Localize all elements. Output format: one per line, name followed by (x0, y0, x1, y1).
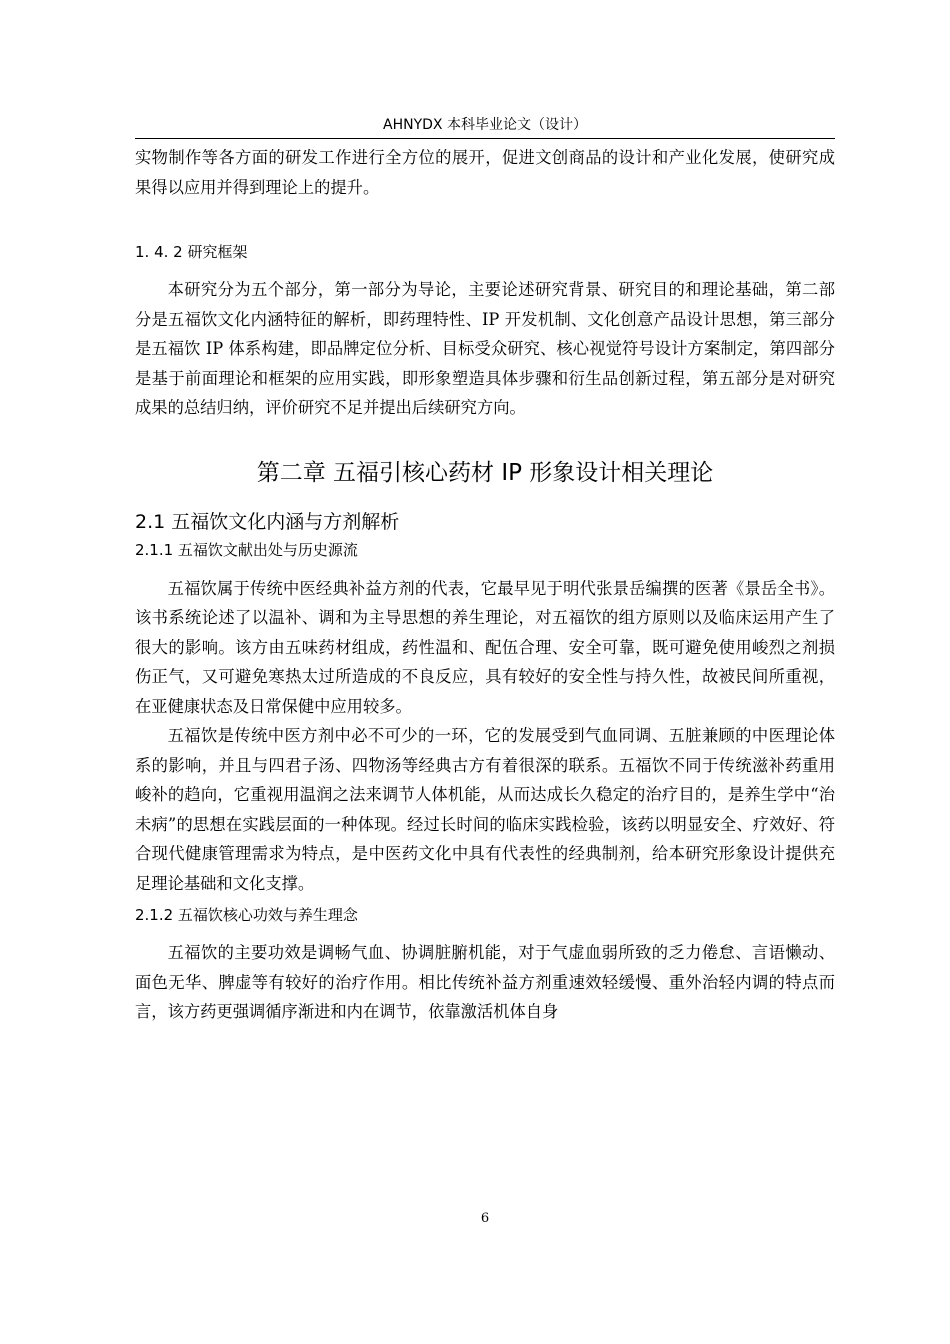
page-body (135, 143, 835, 1027)
section-heading-2-1-1: 2.1.1 五福饮文献出处与历史源流 (135, 540, 358, 559)
chapter-title: 第二章 五福引核心药材 IP 形象设计相关理论 (256, 459, 714, 486)
paragraph-2-1-1-history: 五福饮是传统中医方剂中必不可少的一环，它的发展受到气血同调、五脏兼顾的中医理论体系的影响，并且与四君子汤、四物汤等经典古方有着很深的联系。五福饮不同于传统滋补药重用峻补的趋向，它重视用温润之法来调节人体机能，从而达成长久稳定的治疗目的，是养生学中“治未病”的思想在实践层面的一种体现。经过长时间的临床实践检验，该药以明显安全、疗效好、符合现代健康管理需求为特点，是中医药文化中具有代表性的经典制剂，给本研究形象设计提供充足理论基础和文化支撑。 (135, 726, 835, 893)
section-heading-2-1: 2.1 五福饮文化内涵与方剂解析 (135, 510, 400, 533)
paragraph-2-1-1-origin: 五福饮属于传统中医经典补益方剂的代表，它最早见于明代张景岳编撰的医著《景岳全书》。该书系统论述了以温补、调和为主导思想的养生理论，对五福饮的组方原则以及临床运用产生了很大的影响。该方由五味药材组成，药性温和、配伍合理、安全可靠，既可避免使用峻烈之剂损伤正气，又可避免寒热太过所造成的不良反应，具有较好的安全性与持久性，故被民间所重视，在亚健康状态及日常保健中应用较多。 (135, 578, 835, 716)
paragraph-2-1-2-efficacy: 五福饮的主要功效是调畅气血、协调脏腑机能，对于气虚血弱所致的乏力倦怠、言语懒动、面色无华、脾虚等有较好的治疗作用。相比传统补益方剂重速效轻缓慢、重外治轻内调的特点而言，该方药更强调循序渐进和内在调节，依靠激活机体自身 (135, 943, 835, 1021)
section-heading-1-4-2: 1. 4. 2 研究框架 (135, 243, 248, 261)
section-heading-2-1-2: 2.1.2 五福饮核心功效与养生理念 (135, 906, 358, 924)
page-number: 6 (480, 1211, 490, 1226)
header-rule (135, 138, 835, 139)
paragraph-research-framework: 本研究分为五个部分，第一部分为导论，主要论述研究背景、研究目的和理论基础，第二部分是五福饮文化内涵特征的解析，即药理特性、IP 开发机制、文化创意产品设计思想，第三部分是五福饮 IP 体系构建，即品牌定位分析、目标受众研究、核心视觉符号设计方案制定，第四部分是基于前面理论和框架的应用实践，即形象塑造具体步骤和衍生品创新过程，第五部分是对研究成果的总结归纳，评价研究不足并提出后续研究方向。 (135, 280, 835, 417)
paragraph-intro-continuation: 实物制作等各方面的研发工作进行全方位的展开，促进文创商品的设计和产业化发展，使研究成果得以应用并得到理论上的提升。 (135, 148, 835, 197)
page-header: AHNYDX 本科毕业论文（设计） (383, 117, 587, 133)
